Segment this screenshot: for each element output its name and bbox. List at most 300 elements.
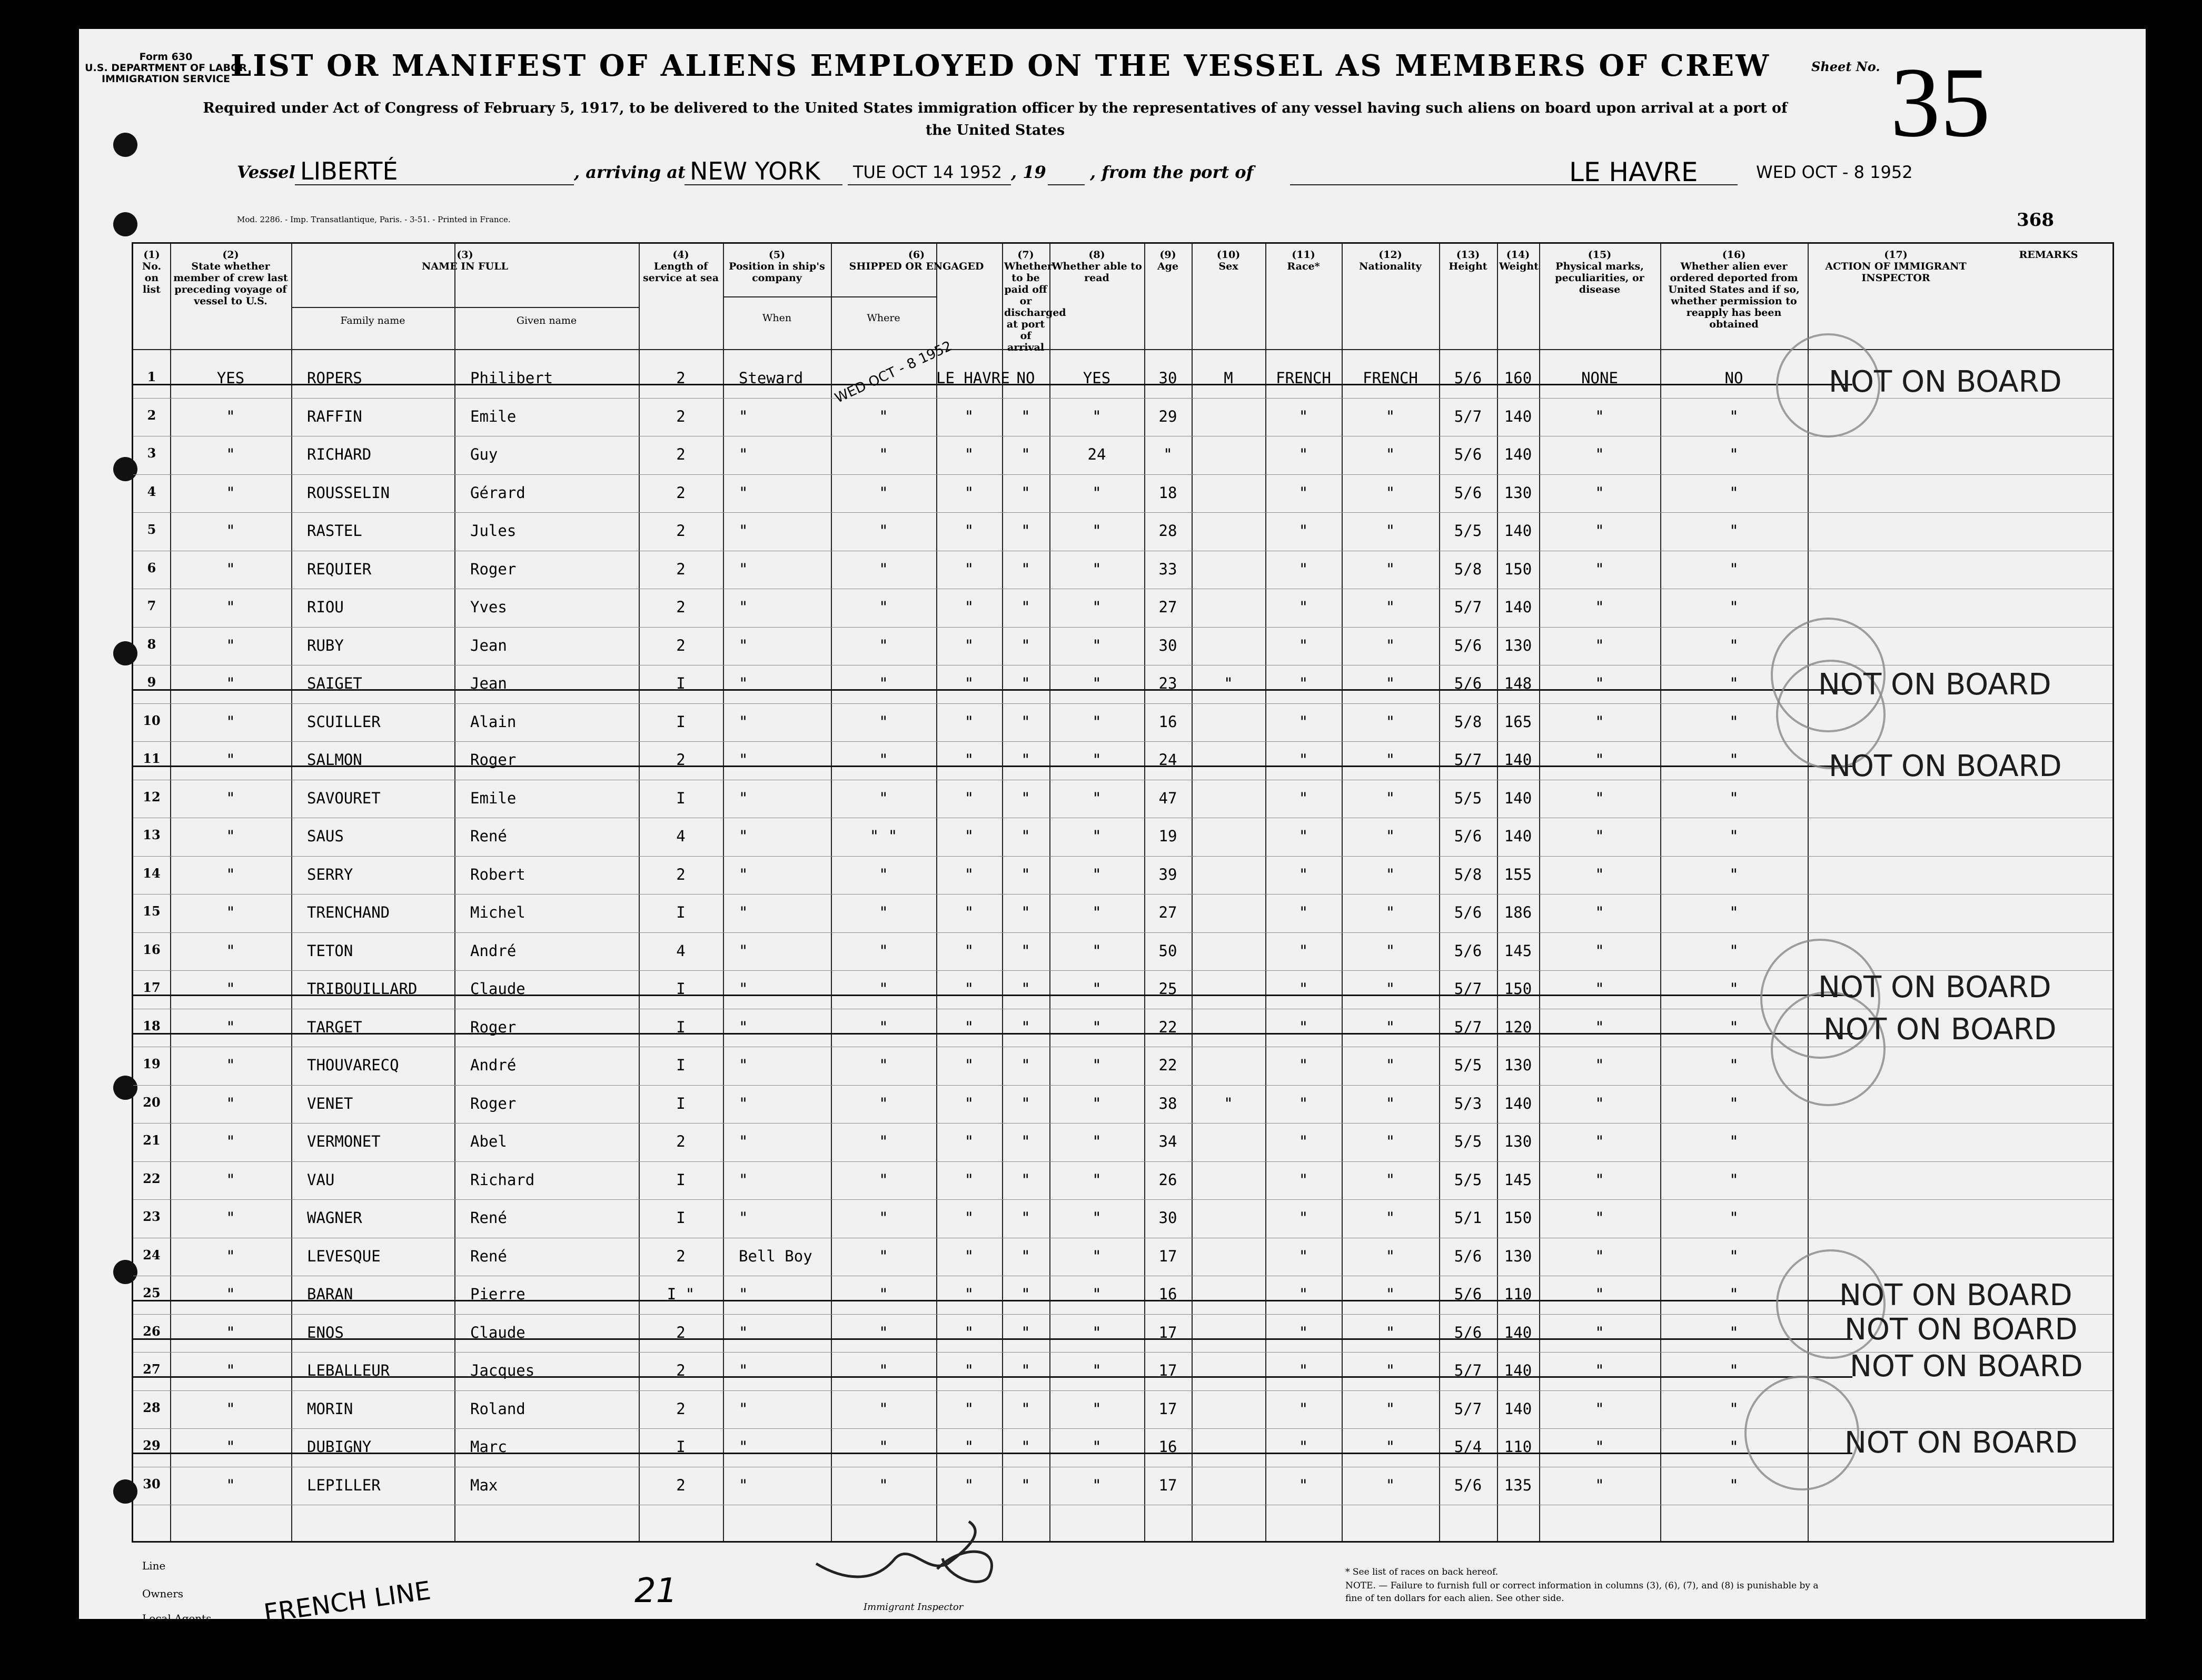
- cell-height: 5/8: [1454, 712, 1482, 731]
- column-label: NAME IN FULL: [422, 261, 508, 272]
- cell-position: ": [739, 865, 748, 883]
- cell-given: Claude: [470, 1323, 525, 1341]
- cell-height: 5/7: [1454, 407, 1482, 425]
- cell-given: Roger: [470, 1094, 517, 1112]
- cell-race: ": [1298, 674, 1308, 692]
- column-label: REMARKS: [2019, 249, 2078, 261]
- cell-given: Roland: [470, 1399, 525, 1418]
- cell-given: Gérard: [470, 483, 525, 502]
- cell-paid: ": [1021, 598, 1030, 616]
- cell-read: ": [1092, 636, 1102, 654]
- cell-height: 5/7: [1454, 1018, 1482, 1036]
- cell-paid: ": [1021, 483, 1030, 502]
- cell-family: ROUSSELIN: [307, 483, 390, 502]
- cell-given: Michel: [470, 903, 525, 921]
- cell-family: SAUS: [307, 827, 344, 845]
- column-label: Sex: [1218, 261, 1238, 272]
- cell-age: 17: [1158, 1476, 1177, 1494]
- cell-family: TETON: [307, 941, 353, 960]
- column-header-9: [1146, 249, 1189, 272]
- cell-race: ": [1298, 751, 1308, 769]
- column-label: No. on list: [142, 261, 162, 295]
- table-row: [133, 1128, 2112, 1167]
- cell-given: Max: [470, 1476, 498, 1494]
- not-on-board-stamp: NOT ON BOARD: [1850, 1349, 2083, 1384]
- cell-where: ": [964, 941, 974, 960]
- cell-family: LEBALLEUR: [307, 1361, 390, 1379]
- cell-prev: ": [226, 1247, 235, 1265]
- strike-through: [133, 689, 1852, 691]
- column-number: (13): [1456, 249, 1480, 261]
- cell-marks: ": [1595, 1323, 1604, 1341]
- cell-height: 5/6: [1454, 1323, 1482, 1341]
- cell-when: ": [879, 1094, 888, 1112]
- cell-service: I: [676, 1056, 686, 1074]
- cell-height: 5/5: [1454, 1170, 1482, 1189]
- cell-service: 2: [676, 1132, 686, 1150]
- cell-prev: YES: [216, 369, 245, 387]
- cell-marks: ": [1595, 1056, 1604, 1074]
- cell-position: ": [739, 1094, 748, 1112]
- cell-race: ": [1298, 560, 1308, 578]
- cell-paid: ": [1021, 865, 1030, 883]
- cell-nat: ": [1385, 560, 1395, 578]
- consulate-seal-icon: [1744, 1376, 1859, 1490]
- cell-where: LE HAVRE: [936, 369, 1010, 387]
- cell-prev: ": [226, 636, 235, 654]
- cell-service: I: [676, 712, 686, 731]
- cell-height: 5/7: [1454, 598, 1482, 616]
- cell-where: ": [964, 1018, 974, 1036]
- cell-family: THOUVARECQ: [307, 1056, 399, 1074]
- cell-when: ": [879, 1132, 888, 1150]
- cell-position: ": [739, 789, 748, 807]
- cell-deported: ": [1729, 751, 1739, 769]
- cell-paid: ": [1021, 712, 1030, 731]
- strike-through: [133, 1338, 1852, 1340]
- cell-prev: ": [226, 1285, 235, 1303]
- cell-deported: ": [1729, 1399, 1739, 1418]
- column-label: SHIPPED OR ENGAGED: [849, 261, 984, 272]
- column-label: Whether alien ever ordered deported from United States and if so, whether permission to reapply has been obtained: [1668, 261, 1800, 330]
- cell-sex: ": [1224, 1094, 1233, 1112]
- cell-where: ": [964, 1476, 974, 1494]
- cell-marks: ": [1595, 865, 1604, 883]
- cell-when: ": [879, 1247, 888, 1265]
- cell-where: ": [964, 1056, 974, 1074]
- arriving-label: , arriving at: [574, 162, 686, 182]
- cell-paid: ": [1021, 789, 1030, 807]
- cell-prev: ": [226, 712, 235, 731]
- cell-weight: 150: [1504, 1209, 1532, 1227]
- cell-weight: 130: [1504, 1132, 1532, 1150]
- cell-read: ": [1092, 522, 1102, 540]
- cell-weight: 165: [1504, 712, 1532, 731]
- cell-where: ": [964, 674, 974, 692]
- binder-hole: [113, 212, 137, 236]
- cell-nat: ": [1385, 941, 1395, 960]
- cell-read: ": [1092, 407, 1102, 425]
- cell-read: ": [1092, 1170, 1102, 1189]
- cell-race: ": [1298, 1018, 1308, 1036]
- cell-prev: ": [226, 827, 235, 845]
- cell-marks: ": [1595, 827, 1604, 845]
- cell-deported: ": [1729, 1323, 1739, 1341]
- cell-given: René: [470, 1247, 507, 1265]
- cell-nat: ": [1385, 751, 1395, 769]
- cell-age: 16: [1158, 1285, 1177, 1303]
- cell-position: ": [739, 1285, 748, 1303]
- cell-marks: ": [1595, 1476, 1604, 1494]
- cell-when: ": [879, 1056, 888, 1074]
- cell-position: ": [739, 903, 748, 921]
- cell-service: I: [676, 674, 686, 692]
- column-number: (8): [1088, 249, 1105, 261]
- cell-position: ": [739, 1132, 748, 1150]
- year-label: , 19: [1011, 162, 1046, 182]
- cell-deported: ": [1729, 1056, 1739, 1074]
- cell-weight: 140: [1504, 827, 1532, 845]
- cell-read: ": [1092, 980, 1102, 998]
- column-header-8: [1052, 249, 1142, 284]
- cell-position: ": [739, 1209, 748, 1227]
- cell-paid: ": [1021, 445, 1030, 463]
- cell-when: ": [879, 560, 888, 578]
- cell-no: 12: [143, 789, 161, 804]
- cell-service: I: [676, 1209, 686, 1227]
- cell-prev: ": [226, 789, 235, 807]
- cell-weight: 140: [1504, 789, 1532, 807]
- cell-when: ": [879, 636, 888, 654]
- page-subtitle: Required under Act of Congress of February 5, 1917, to be delivered to the United States immigration officer by the representatives of any vessel having such aliens on board upon arrival at a port of the United States: [203, 100, 1788, 138]
- cell-race: ": [1298, 1094, 1308, 1112]
- cell-family: SAVOURET: [307, 789, 381, 807]
- cell-paid: ": [1021, 1132, 1030, 1150]
- cell-no: 13: [143, 827, 161, 842]
- cell-no: 22: [143, 1170, 161, 1186]
- column-label: Age: [1157, 261, 1179, 272]
- strike-through: [133, 384, 1852, 385]
- cell-no: 20: [143, 1094, 161, 1110]
- column-label: Weight: [1499, 261, 1539, 272]
- where-header: Where: [867, 312, 900, 324]
- cell-position: ": [739, 1170, 748, 1189]
- cell-family: RIOU: [307, 598, 344, 616]
- cell-prev: ": [226, 903, 235, 921]
- cell-nat: ": [1385, 1285, 1395, 1303]
- cell-where: ": [964, 560, 974, 578]
- cell-when: ": [879, 1170, 888, 1189]
- cell-no: 1: [147, 369, 156, 384]
- department-name: U.S. DEPARTMENT OF LABOR: [85, 62, 247, 74]
- cell-weight: 110: [1504, 1285, 1532, 1303]
- cell-given: Claude: [470, 980, 525, 998]
- cell-nat: ": [1385, 522, 1395, 540]
- cell-no: 10: [143, 712, 161, 728]
- column-header-3: [293, 249, 637, 272]
- cell-no: 28: [143, 1399, 161, 1415]
- cell-race: ": [1298, 941, 1308, 960]
- cell-position: ": [739, 1438, 748, 1456]
- cell-weight: 186: [1504, 903, 1532, 921]
- cell-marks: ": [1595, 674, 1604, 692]
- cell-weight: 130: [1504, 483, 1532, 502]
- cell-read: ": [1092, 789, 1102, 807]
- cell-position: Steward: [739, 369, 804, 387]
- cell-when: ": [879, 445, 888, 463]
- cell-height: 5/7: [1454, 1399, 1482, 1418]
- column-header-14: [1499, 249, 1537, 272]
- cell-where: ": [964, 980, 974, 998]
- cell-where: ": [964, 712, 974, 731]
- cell-service: I: [676, 789, 686, 807]
- table-row: [133, 556, 2112, 594]
- cell-weight: 110: [1504, 1438, 1532, 1456]
- cell-where: ": [964, 827, 974, 845]
- cell-where: ": [964, 789, 974, 807]
- cell-age: 16: [1158, 712, 1177, 731]
- cell-height: 5/6: [1454, 636, 1482, 654]
- cell-prev: ": [226, 560, 235, 578]
- cell-paid: ": [1021, 1094, 1030, 1112]
- cell-no: 3: [147, 445, 156, 461]
- cell-no: 7: [147, 598, 156, 613]
- cell-marks: ": [1595, 1018, 1604, 1036]
- cell-height: 5/6: [1454, 1247, 1482, 1265]
- cell-when: WED OCT - 8 1952: [832, 338, 955, 406]
- cell-given: Jean: [470, 674, 507, 692]
- cell-deported: ": [1729, 1476, 1739, 1494]
- cell-position: ": [739, 483, 748, 502]
- cell-service: I: [676, 903, 686, 921]
- cell-age: 27: [1158, 598, 1177, 616]
- cell-when: ": [879, 1476, 888, 1494]
- column-header-11: [1267, 249, 1340, 272]
- cell-service: 2: [676, 636, 686, 654]
- cell-read: YES: [1083, 369, 1111, 387]
- cell-read: ": [1092, 1476, 1102, 1494]
- cell-where: ": [964, 1361, 974, 1379]
- cell-paid: ": [1021, 636, 1030, 654]
- cell-height: 5/7: [1454, 980, 1482, 998]
- sheet-label: Sheet No.: [1811, 59, 1880, 74]
- cell-weight: 120: [1504, 1018, 1532, 1036]
- cell-deported: ": [1729, 445, 1739, 463]
- cell-race: ": [1298, 980, 1308, 998]
- cell-marks: ": [1595, 1438, 1604, 1456]
- cell-age: 23: [1158, 674, 1177, 692]
- cell-paid: ": [1021, 1476, 1030, 1494]
- cell-position: ": [739, 522, 748, 540]
- cell-marks: ": [1595, 789, 1604, 807]
- table-row: [133, 823, 2112, 861]
- cell-age: 33: [1158, 560, 1177, 578]
- cell-height: 5/7: [1454, 751, 1482, 769]
- cell-family: MORIN: [307, 1399, 353, 1418]
- cell-race: ": [1298, 865, 1308, 883]
- cell-weight: 145: [1504, 941, 1532, 960]
- cell-height: 5/6: [1454, 445, 1482, 463]
- cell-when: ": [879, 980, 888, 998]
- cell-age: 34: [1158, 1132, 1177, 1150]
- cell-family: BARAN: [307, 1285, 353, 1303]
- not-on-board-stamp: NOT ON BOARD: [1829, 365, 2062, 399]
- cell-race: ": [1298, 407, 1308, 425]
- cell-prev: ": [226, 1056, 235, 1074]
- cell-nat: ": [1385, 1247, 1395, 1265]
- cell-nat: ": [1385, 674, 1395, 692]
- cell-family: RUBY: [307, 636, 344, 654]
- cell-when: ": [879, 407, 888, 425]
- cell-family: RAFFIN: [307, 407, 362, 425]
- cell-height: 5/7: [1454, 1361, 1482, 1379]
- cell-read: ": [1092, 483, 1102, 502]
- cell-prev: ": [226, 1361, 235, 1379]
- cell-weight: 140: [1504, 1323, 1532, 1341]
- departure-date: WED OCT - 8 1952: [1756, 162, 1913, 182]
- cell-nat: ": [1385, 483, 1395, 502]
- vessel-label: Vessel: [237, 162, 295, 182]
- cell-position: ": [739, 1323, 748, 1341]
- cell-weight: 130: [1504, 1056, 1532, 1074]
- from-label: , from the port of: [1090, 162, 1254, 182]
- cell-age: 30: [1158, 369, 1177, 387]
- cell-deported: ": [1729, 1285, 1739, 1303]
- cell-paid: ": [1021, 1361, 1030, 1379]
- cell-family: ROPERS: [307, 369, 362, 387]
- cell-prev: ": [226, 1323, 235, 1341]
- table-row: [133, 1205, 2112, 1243]
- cell-service: 2: [676, 1476, 686, 1494]
- cell-weight: 140: [1504, 1094, 1532, 1112]
- printer-line: Mod. 2286. - Imp. Transatlantique, Paris. - 3-51. - Printed in France.: [237, 215, 511, 224]
- cell-read: ": [1092, 1132, 1102, 1150]
- column-label: Race*: [1287, 261, 1320, 272]
- cell-race: ": [1298, 1438, 1308, 1456]
- cell-nat: ": [1385, 1476, 1395, 1494]
- column-number: (4): [672, 249, 689, 261]
- cell-no: 15: [143, 903, 161, 919]
- cell-where: ": [964, 407, 974, 425]
- cell-position: ": [739, 636, 748, 654]
- cell-family: TARGET: [307, 1018, 362, 1036]
- column-label: Nationality: [1359, 261, 1422, 272]
- cell-prev: ": [226, 941, 235, 960]
- cell-given: Guy: [470, 445, 498, 463]
- cell-service: I: [676, 1094, 686, 1112]
- cell-prev: ": [226, 1399, 235, 1418]
- column-number: (1): [143, 249, 160, 261]
- cell-where: ": [964, 598, 974, 616]
- column-label: ACTION OF IMMIGRANT INSPECTOR: [1825, 261, 1967, 284]
- fine-note: NOTE. — Failure to furnish full or correct information in columns (3), (6), (7), and (8) is punishable by a fine of ten dollars for each alien. See other side.: [1345, 1580, 1819, 1604]
- column-header-13: [1441, 249, 1495, 272]
- cell-weight: 140: [1504, 522, 1532, 540]
- cell-marks: ": [1595, 598, 1604, 616]
- cell-read: ": [1092, 903, 1102, 921]
- strike-through: [133, 1453, 1852, 1454]
- cell-paid: ": [1021, 674, 1030, 692]
- cell-no: 23: [143, 1209, 161, 1224]
- cell-no: 14: [143, 865, 161, 881]
- column-label: Whether able to read: [1052, 261, 1142, 284]
- cell-where: ": [964, 1323, 974, 1341]
- page-number: 368: [2017, 210, 2054, 231]
- departure-port: LE HAVRE: [1569, 157, 1698, 187]
- column-label: Length of service at sea: [642, 261, 719, 284]
- cell-age: 17: [1158, 1247, 1177, 1265]
- cell-deported: ": [1729, 1170, 1739, 1189]
- cell-service: 2: [676, 407, 686, 425]
- cell-service: I: [676, 1438, 686, 1456]
- cell-when: ": [879, 865, 888, 883]
- cell-age: 50: [1158, 941, 1177, 960]
- cell-position: ": [739, 445, 748, 463]
- cell-marks: ": [1595, 1094, 1604, 1112]
- cell-marks: ": [1595, 560, 1604, 578]
- cell-service: I ": [667, 1285, 695, 1303]
- cell-height: 5/3: [1454, 1094, 1482, 1112]
- column-number: (17): [1884, 249, 1908, 261]
- cell-race: ": [1298, 522, 1308, 540]
- cell-height: 5/5: [1454, 522, 1482, 540]
- cell-given: Alain: [470, 712, 517, 731]
- cell-deported: ": [1729, 789, 1739, 807]
- cell-read: 24: [1087, 445, 1106, 463]
- cell-weight: 145: [1504, 1170, 1532, 1189]
- cell-family: RASTEL: [307, 522, 362, 540]
- cell-nat: ": [1385, 1132, 1395, 1150]
- cell-given: André: [470, 1056, 517, 1074]
- cell-age: 22: [1158, 1018, 1177, 1036]
- cell-race: ": [1298, 1056, 1308, 1074]
- cell-weight: 155: [1504, 865, 1532, 883]
- cell-age: 29: [1158, 407, 1177, 425]
- cell-deported: ": [1729, 636, 1739, 654]
- cell-service: 2: [676, 1399, 686, 1418]
- cell-deported: ": [1729, 1018, 1739, 1036]
- column-label: Whether to be paid off or discharged at port of arrival: [1004, 261, 1066, 353]
- handwritten-count: 21: [634, 1572, 678, 1611]
- cell-height: 5/6: [1454, 674, 1482, 692]
- cell-read: ": [1092, 598, 1102, 616]
- cell-weight: 140: [1504, 445, 1532, 463]
- family-name-header: Family name: [340, 315, 405, 326]
- cell-nat: ": [1385, 636, 1395, 654]
- not-on-board-stamp: NOT ON BOARD: [1829, 749, 2062, 783]
- cell-where: ": [964, 1399, 974, 1418]
- cell-nat: ": [1385, 1438, 1395, 1456]
- cell-family: VERMONET: [307, 1132, 381, 1150]
- cell-deported: ": [1729, 1247, 1739, 1265]
- cell-nat: ": [1385, 1094, 1395, 1112]
- cell-read: ": [1092, 1209, 1102, 1227]
- cell-when: ": [879, 483, 888, 502]
- cell-read: ": [1092, 1094, 1102, 1112]
- cell-prev: ": [226, 522, 235, 540]
- cell-service: 2: [676, 598, 686, 616]
- cell-paid: ": [1021, 1170, 1030, 1189]
- cell-nat: ": [1385, 903, 1395, 921]
- agents-label: Local Agents: [142, 1612, 212, 1625]
- cell-given: Abel: [470, 1132, 507, 1150]
- cell-age: 18: [1158, 483, 1177, 502]
- cell-when: ": [879, 1285, 888, 1303]
- cell-where: ": [964, 1438, 974, 1456]
- cell-family: SAIGET: [307, 674, 362, 692]
- cell-given: Emile: [470, 407, 517, 425]
- cell-position: ": [739, 1018, 748, 1036]
